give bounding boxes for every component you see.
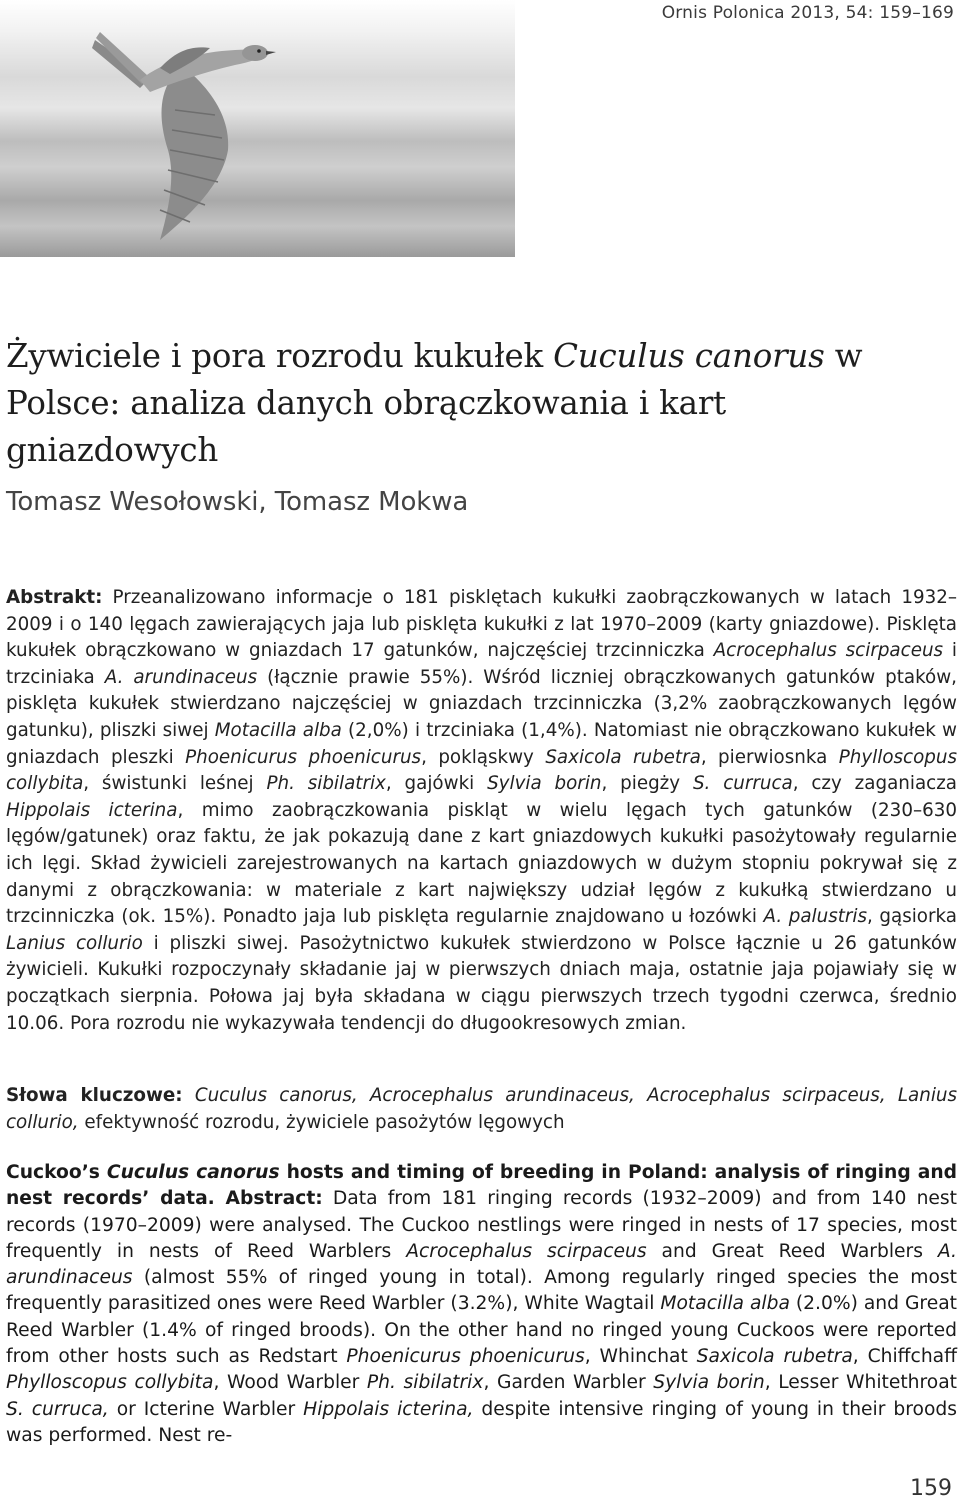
abstract-pl-run: , piegży [601, 773, 693, 795]
abstract-pl-run: , pierwiosnka [700, 746, 839, 768]
keywords-run: Słowa kluczowe: [6, 1085, 183, 1106]
abstract-en-run: Data from 181 ringing records (1932–2009) and from 140 nest records (1970–2009) were analysed. The Cuckoo nestlings were ringed in nests of 17 species, most frequently in nests of Reed Warblers [6, 1188, 957, 1262]
abstract-en-run: A. arundinaceus [6, 1240, 957, 1289]
abstract-pl-run: Sylvia borin [487, 773, 602, 795]
abstract-pl-run: , gąsiorka [867, 906, 957, 928]
abstract-en-run: S. curruca, [6, 1398, 109, 1420]
abstract-pl-run: Acrocephalus scirpaceus [713, 640, 944, 662]
abstract-pl-run: Saxicola rubetra [545, 746, 701, 768]
abstract-en-run: , Garden Warbler [483, 1372, 654, 1394]
abstract-english [6, 1160, 957, 1449]
cuckoo-photo [0, 0, 515, 257]
abstract-en-run: Phoenicurus phoenicurus [346, 1346, 585, 1368]
abstract-pl-run: Abstrakt: [6, 587, 103, 608]
abstract-en-run: and Great Reed Warblers [646, 1240, 938, 1262]
keywords-run [183, 1085, 195, 1106]
abstract-pl-run: Hippolais icterina [6, 799, 178, 821]
abstract-pl-run: Motacilla alba [214, 719, 342, 741]
keywords-run: efektywność rozrodu, żywiciele pasożytów lęgowych [78, 1111, 565, 1133]
abstract-en-run: Hippolais icterina, [303, 1398, 474, 1420]
title-species: Cuculus canorus [553, 337, 825, 375]
abstract-pl-run: S. curruca [692, 773, 793, 795]
abstract-en-run: , Whinchat [584, 1346, 697, 1368]
flying-cuckoo-image [0, 0, 515, 257]
abstract-pl-run: , świstunki leśnej [83, 773, 267, 795]
abstract-en-run: Cuculus canorus [106, 1162, 280, 1183]
abstract-pl-run: A. arundinaceus [104, 666, 258, 688]
abstract-pl-run: i pliszki siwej. Pasożytnictwo kukułek stwierdzono w Polsce łącznie u 26 gatunków żywicieli. Kukułki rozpoczynały składanie jaj w pierwszych dniach maja, ostatnie jaja pojawiały się w początkach sierpnia. Połowa jaj była składana w ciągu pierwszych trzech tygodni czerwca, średnio 10.06. Pora rozrodu nie wykazywała tendencji do długookresowych zmian. [6, 932, 957, 1034]
abstract-en-run: Cuckoo’s [6, 1162, 107, 1183]
abstract-pl-run: , czy zaganiacza [792, 773, 957, 795]
abstract-pl-run: (2,0%) i trzciniaka (1,4%). Natomiast nie obrączkowano kukułek w gniazdach pleszki [6, 719, 957, 768]
abstract-pl-run: A. palustris [763, 906, 868, 928]
abstract-pl-run: Przeanalizowano informacje o 181 pisklętach kukułki zaobrączkowanych w latach 1932–2009 i o 140 lęgach zawierających jaja lub pisklęta kukułki z lat 1970–2009 (karty gniazdowe). Pisklęta kukułek obrączkowano w gniazdach 17 gatunków, najczęściej trzcinniczka [6, 587, 957, 662]
abstract-pl-run: , mimo zaobrączkowania piskląt w wielu lęgach tych gatunków (230–630 lęgów/gatunek) oraz faktu, że jak pokazują dane z kart gniazdowych kukułki pasożytowały regularnie ich lęgi. Skład żywicieli zarejestrowanych na kartach gniazdowych w dużym stopniu pokrywał się z danymi z obrączkowania: w materiale z kart największy udział lęgów z kukułką stwierdzano u trzcinniczka (ok. 15%). Ponadto jaja lub pisklęta regularnie znajdowano u łozówki [6, 799, 957, 928]
keywords-run: Cuculus canorus, Acrocephalus arundinaceus, Acrocephalus scirpaceus, Lanius collurio, [6, 1085, 958, 1133]
abstract-en-run: hosts and timing of breeding in Poland: analysis of ringing and nest records’ data. Abstract: [6, 1162, 957, 1210]
abstract-en-run: (2.0%) and Great Reed Warbler (1.4% of ringed broods). On the other hand no ringed young Cuckoos were reported from other hosts such as Redstart [6, 1293, 957, 1368]
article-title [6, 333, 936, 474]
abstract-pl-run: , gajówki [385, 773, 488, 795]
keywords [6, 1083, 957, 1136]
abstract-en-run: , Wood Warbler [213, 1372, 367, 1394]
abstract-pl-run: (łącznie prawie 55%). Wśród liczniej obrączkowanych gatunków ptaków, pisklęta kukułek stwierdzano najczęściej w gniazdach trzcinniczka (3,2% zaobrączkowanych lęgów gatunku), pliszki siwej [6, 666, 957, 741]
abstract-en-run: Acrocephalus scirpaceus [406, 1240, 647, 1262]
abstract-en-run: or Icterine Warbler [108, 1398, 304, 1420]
abstract-pl-run: Phylloscopus collybita [6, 746, 957, 795]
title-text-part1: Żywiciele i pora rozrodu kukułek [6, 337, 554, 375]
abstract-en-run: Sylvia borin [653, 1372, 765, 1394]
abstract-en-run: Phylloscopus collybita [6, 1372, 214, 1394]
authors: Tomasz Wesołowski, Tomasz Mokwa [6, 487, 469, 517]
title-text-part2: w Polsce: analiza danych obrączkowania i kart gniazdowych [6, 337, 863, 469]
abstract-en-run: , Lesser Whitethroat [764, 1372, 958, 1394]
abstract-en-run: (almost 55% of ringed young in total). Among regularly ringed species the most frequently parasitized ones were Reed Warbler (3.2%), White Wagtail [6, 1267, 957, 1315]
abstract-en-run: Saxicola rubetra [696, 1346, 853, 1368]
abstract-pl-run: i trzciniaka [6, 640, 958, 688]
abstract-polish [6, 585, 957, 1037]
abstract-en-run: despite intensive ringing of young in their broods was performed. Nest re- [6, 1398, 957, 1446]
abstract-en-run: Motacilla alba [660, 1293, 790, 1315]
abstract-pl-run: Phoenicurus phoenicurus [185, 746, 422, 768]
abstract-en-run: , Chiffchaff [852, 1346, 957, 1368]
journal-reference: Ornis Polonica 2013, 54: 159–169 [661, 3, 954, 23]
abstract-pl-run: Ph. sibilatrix [266, 773, 386, 795]
abstract-pl-run: Lanius collurio [6, 932, 143, 954]
page-number: 159 [910, 1476, 952, 1501]
abstract-pl-run: , pokląskwy [421, 746, 546, 768]
abstract-en-run: Ph. sibilatrix [366, 1372, 484, 1394]
